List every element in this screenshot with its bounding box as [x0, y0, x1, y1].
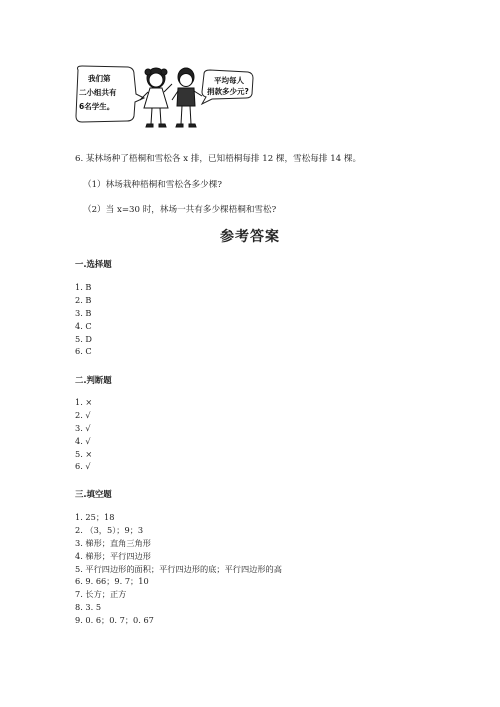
girl-figure: [140, 68, 172, 127]
list-item: 5. ×: [75, 448, 93, 459]
list-item: 3. 梯形；直角三角形: [75, 537, 151, 548]
list-item: 6. C: [75, 346, 92, 357]
left-bubble-line-2: 二小组共有: [79, 88, 117, 97]
list-item: 2. （3，5）；9；3: [75, 524, 144, 535]
question-6-part-2: （2）当 x=30 时，林场一共有多少棵梧桐和雪松?: [83, 205, 277, 215]
boy-figure: [172, 68, 202, 127]
judge-answer-list: [75, 396, 92, 473]
list-item: 1. ×: [75, 397, 93, 407]
list-item: 7. 长方；正方: [75, 589, 127, 600]
section-heading-judge: 二.判断题: [75, 375, 112, 385]
fill-answer-list: [75, 511, 282, 627]
section-heading-choice: 一.选择题: [75, 259, 112, 269]
list-item: 4. 梯形；平行四边形: [75, 550, 151, 561]
question-6-stem: 6. 某林场种了梧桐和雪松各 x 排，已知梧桐每排 12 棵，雪松每排 14 棵。: [75, 154, 362, 164]
list-item: 1. B: [75, 282, 92, 292]
list-item: 6. √: [75, 461, 91, 472]
choice-answer-list: [75, 281, 92, 358]
list-item: 5. 平行四边形的面积；平行四边形的底；平行四边形的高: [75, 563, 282, 574]
list-item: 2. √: [75, 409, 91, 420]
list-item: 1. 25；18: [75, 512, 115, 522]
list-item: 2. B: [75, 294, 92, 305]
list-item: 3. B: [75, 307, 92, 318]
right-bubble-line-2: 捐款多少元?: [207, 87, 249, 96]
question-6-part-1: （1）林场栽种梧桐和雪松各多少棵?: [83, 180, 222, 190]
list-item: 4. C: [75, 320, 92, 331]
list-item: 6. 9. 66；9. 7；10: [75, 576, 149, 587]
illustration-students: [74, 64, 254, 132]
right-bubble-line-1: 平均每人: [214, 76, 244, 85]
list-item: 3. √: [75, 422, 91, 433]
left-bubble-line-3: 6名学生。: [79, 102, 115, 111]
list-item: 4. √: [75, 435, 91, 446]
answer-key-title: 参考答案: [220, 229, 280, 245]
list-item: 8. 3. 5: [75, 602, 102, 613]
section-heading-fill: 三.填空题: [75, 489, 112, 499]
left-bubble-line-1: 我们第: [88, 74, 111, 83]
list-item: 9. 0. 6；0. 7；0. 67: [75, 615, 154, 626]
list-item: 5. D: [75, 333, 92, 344]
